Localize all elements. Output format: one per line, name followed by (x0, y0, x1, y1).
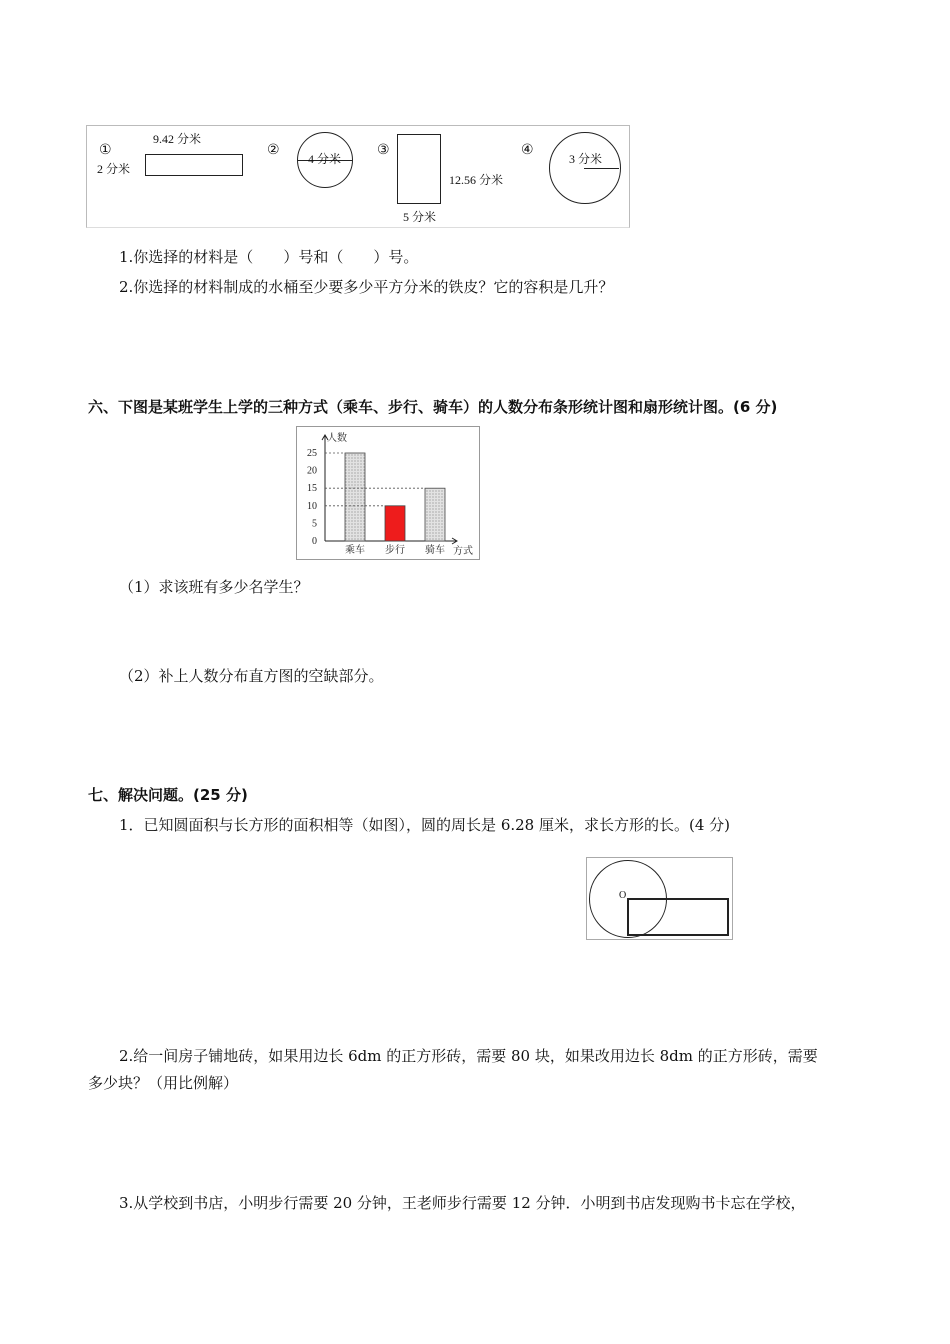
y-tick-label: 25 (307, 448, 317, 459)
figure-rectangle (627, 898, 729, 936)
material-1-number: ① (99, 142, 112, 158)
section5-question-1: 1.你选择的材料是（ ）号和（ ）号。 (119, 248, 419, 266)
material-3-rectangle (397, 134, 441, 204)
materials-figure (86, 125, 630, 228)
material-4-label: 3 分米 (569, 152, 603, 166)
section6-question-2: （2）补上人数分布直方图的空缺部分。 (119, 667, 384, 685)
x-axis-label: 方式 (453, 546, 473, 557)
material-4-radius-line (584, 168, 619, 169)
section7-question-2-line-1: 2.给一间房子铺地砖，如果用边长 6dm 的正方形砖，需要 80 块，如果改用边长 8dm 的正方形砖，需要 (119, 1047, 818, 1065)
section6-title: 六、下图是某班学生上学的三种方式（乘车、步行、骑车）的人数分布条形统计图和扇形统计图。(6 分) (88, 398, 778, 416)
material-1-top-label: 9.42 分米 (153, 132, 202, 146)
section7-title: 七、解决问题。(25 分) (88, 786, 248, 804)
section7-question-1: 1．已知圆面积与长方形的面积相等（如图），圆的周长是 6.28 厘米，求长方形的长。(4 分) (119, 816, 730, 834)
material-3-number: ③ (377, 142, 390, 158)
material-3-side-label: 12.56 分米 (449, 173, 504, 187)
circle-rectangle-figure (586, 857, 733, 940)
y-tick-label: 10 (307, 500, 317, 512)
circle-center-label: O (619, 890, 627, 901)
section7-question-3: 3.从学校到书店，小明步行需要 20 分钟，王老师步行需要 12 分钟．小明到书店发现购书卡忘在学校， (119, 1194, 806, 1212)
x-tick-label: 乘车 (345, 545, 365, 556)
y-tick-label: 20 (307, 465, 317, 477)
x-tick-label: 骑车 (425, 545, 445, 556)
section6-question-1: （1）求该班有多少名学生？ (119, 578, 309, 596)
material-4-number: ④ (521, 142, 534, 158)
y-axis-label: 人数 (327, 433, 347, 444)
bar (425, 488, 445, 541)
y-tick-label: 0 (312, 536, 317, 547)
bar (385, 506, 405, 541)
bar-chart (297, 427, 479, 559)
y-tick-label: 5 (312, 518, 317, 530)
section5-question-2: 2.你选择的材料制成的水桶至少要多少平方分米的铁皮？它的容积是几升？ (119, 278, 614, 296)
material-1-side-label: 2 分米 (97, 162, 131, 176)
material-1-rectangle (145, 154, 243, 176)
material-3-bottom-label: 5 分米 (403, 210, 437, 224)
bar-chart-frame (296, 426, 480, 560)
material-2-number: ② (267, 142, 280, 158)
material-2-label: 4 分米 (308, 152, 342, 166)
section7-question-2-line-2: 多少块？（用比例解） (88, 1074, 239, 1092)
x-tick-label: 步行 (385, 545, 405, 556)
y-tick-label: 15 (307, 483, 317, 495)
bar (345, 453, 365, 541)
